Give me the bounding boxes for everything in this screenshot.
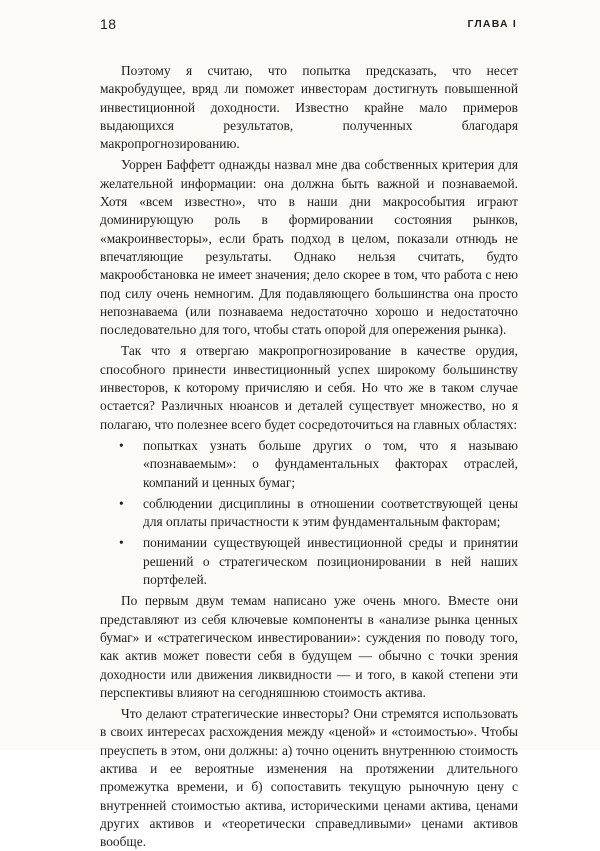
list-item-text: соблюдении дисциплины в отношении соответствующей цены для оплаты причастности к этим фундаментальным факторам;: [143, 495, 518, 530]
body-text: [100, 62, 518, 851]
paragraph-4: По первым двум темам написано уже очень много. Вместе они представляют из себя ключевые компоненты в «анализе рынка ценных бумаг» и «стратегическом инвестировании»: суждения по поводу того, как актив может повести себя в будущем — обычно с точки зрения доходности или движения ликвидности — и того, в какой степени эти перспективы влияют на сегодняшнюю стоимость актива.: [100, 593, 518, 700]
list-item: [100, 495, 518, 532]
chapter-title: ГЛАВА I: [467, 18, 517, 30]
list-item-text: понимании существующей инвестиционной среды и принятии решений о стратегическом позиционировании в ней наших портфелей.: [143, 535, 518, 588]
paragraph-1: Поэтому я считаю, что попытка предсказать, что несет макробудущее, вряд ли поможет инвесторам достигнуть повышенной инвестиционной доходности. Известно крайне мало примеров выдающихся результатов, полученных благодаря макропрогнозированию.: [100, 63, 518, 152]
page-header: [100, 16, 517, 36]
paragraph-3: Так что я отвергаю макропрогнозирование в качестве орудия, способного принести инвестиционный успех широкому большинству инвесторов, к которому причисляю и себя. Но что же в таком случае остается? Различных нюансов и деталей существует множество, но я полагаю, что полезнее всего будет сосредоточиться на главных областях:: [100, 343, 518, 432]
list-item: [100, 534, 518, 589]
list-item: [100, 437, 518, 492]
page-number: 18: [100, 16, 117, 32]
bullet-icon: •: [119, 495, 124, 511]
bullet-icon: •: [119, 535, 124, 551]
paragraph-5: Что делают стратегические инвесторы? Они стремятся использовать в своих интересах расхождения между «ценой» и «стоимостью». Чтобы преуспеть в этом, они должны: а) точно оценить внутреннюю стоимость актива и ее вероятные изменения на протяжении длительного промежутка времени, и б) сопоставить текущую рыночную цену с внутренней стоимостью актива, историческими ценами актива, ценами других активов и «теоретически справедливыми» ценами активов вообще.: [100, 706, 518, 850]
paragraph-2: Уоррен Баффетт однажды назвал мне два собственных критерия для желательной информации: она должна быть важной и познаваемой. Хотя «всем известно», что в наши дни макрособытия играют доминирующую роль в формировании состояния рынков, «макроинвесторы», если брать подход в целом, показали отнюдь не впечатляющие результаты. Однако нельзя считать, будто макрообстановка не имеет значения; дело скорее в том, что работа с нею под силу очень немногим. Для подавляющего большинства она просто непознаваема (или познаваема недостаточно хорошо и недостаточно последовательно для того, чтобы стать опорой для опережения рынка).: [100, 157, 518, 338]
bullet-icon: •: [119, 437, 124, 453]
bullet-list: [100, 437, 518, 589]
list-item-text: попытках узнать больше других о том, что я называю «познаваемым»: о фундаментальных факторах отраслей, компаний и ценных бумаг;: [143, 437, 518, 490]
